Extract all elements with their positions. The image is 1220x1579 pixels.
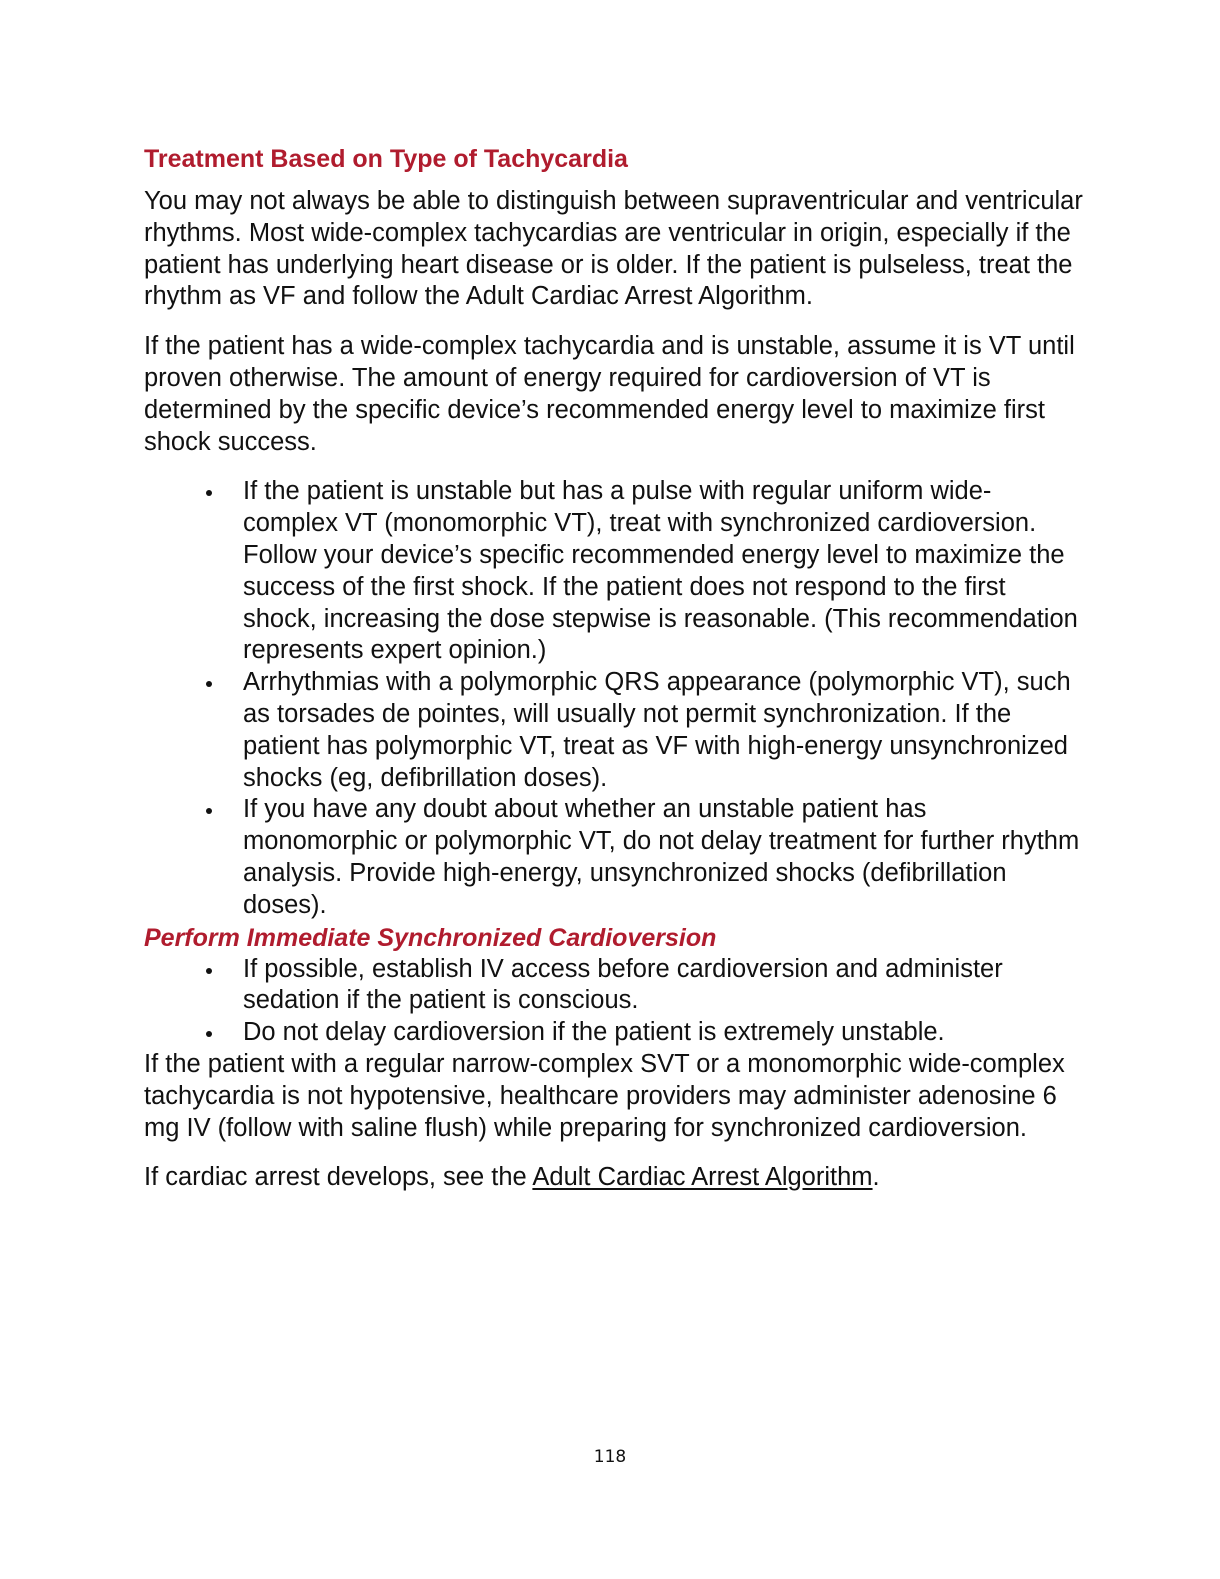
list-item-text: If the patient is unstable but has a pulse with regular uniform wide-complex VT (monomorphic VT), treat with synchronized cardioversion. Follow your device’s specific recommended energy level to maximize the success of the first shock. If the patient does not respond to the first shock, increasing the dose stepwise is reasonable. (This recommendation represents expert opinion.) <box>243 477 1078 665</box>
wide-complex-paragraph: If the patient has a wide-complex tachycardia and is unstable, assume it is VT until proven otherwise. The amount of energy required for cardioversion of VT is determined by the specific device’s recommended energy level to maximize first shock success. <box>144 332 1075 456</box>
closing-suffix: . <box>872 1163 880 1192</box>
list-item-text: If you have any doubt about whether an unstable patient has monomorphic or polymorphic VT, do not delay treatment for further rhythm analysis. Provide high-energy, unsynchronized shocks (defibrillation doses). <box>243 795 1080 919</box>
list-item-text: Arrhythmias with a polymorphic QRS appearance (polymorphic VT), such as torsades de pointes, will usually not permit synchronization. If the patient has polymorphic VT, treat as VF with high-energy unsynchronized shocks (eg, defibrillation doses). <box>243 668 1071 792</box>
list-item <box>243 954 1084 1018</box>
closing-paragraph <box>144 1162 1084 1194</box>
intro-paragraph: You may not always be able to distinguish between supraventricular and ventricular rhythms. Most wide-complex tachycardias are ventricular in origin, especially if the patient has underlying heart disease or is older. If the patient is pulseless, treat the rhythm as VF and follow the Adult Cardiac Arrest Algorithm. <box>144 187 1083 311</box>
cardioversion-list <box>144 954 1084 1049</box>
subsection-title: Perform Immediate Synchronized Cardioversion <box>144 923 717 952</box>
list-item <box>243 794 1084 921</box>
list-item <box>243 1017 1084 1049</box>
list-item-text: Do not delay cardioversion if the patient is extremely unstable. <box>243 1018 945 1047</box>
bullet-icon <box>206 681 212 687</box>
adenosine-paragraph: If the patient with a regular narrow-complex SVT or a monomorphic wide-complex tachycardia is not hypotensive, healthcare providers may administer adenosine 6 mg IV (follow with saline flush) while preparing for synchronized cardioversion. <box>144 1049 1065 1142</box>
adult-cardiac-arrest-algorithm-link[interactable]: Adult Cardiac Arrest Algorithm <box>532 1163 873 1192</box>
list-item-text: If possible, establish IV access before cardioversion and administer sedation if the patient is conscious. <box>243 954 1003 1015</box>
list-item <box>243 476 1084 667</box>
vt-treatment-list <box>144 476 1084 921</box>
closing-prefix: If cardiac arrest develops, see the <box>144 1163 533 1192</box>
list-item <box>243 667 1084 794</box>
section-title: Treatment Based on Type of Tachycardia <box>144 145 628 173</box>
bullet-icon <box>206 490 212 496</box>
bullet-icon <box>206 1031 212 1037</box>
bullet-icon <box>206 968 212 974</box>
bullet-icon <box>206 808 212 814</box>
page-number: 118 <box>593 1447 627 1467</box>
document-page <box>144 142 1084 1212</box>
